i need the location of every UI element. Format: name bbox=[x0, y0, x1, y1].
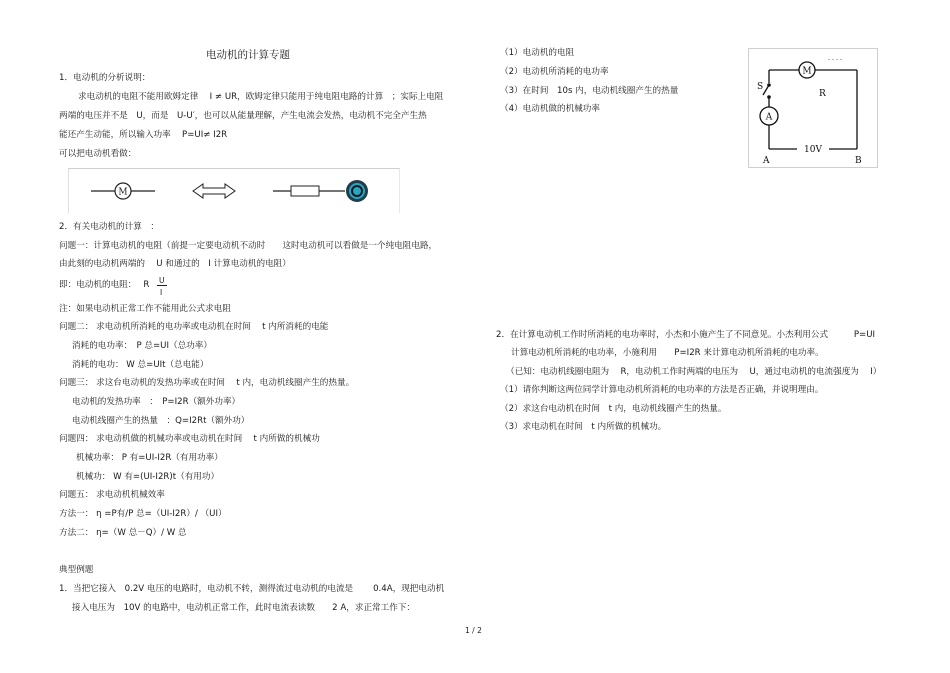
section-2-heading: 2．有关电动机的计算 ： bbox=[59, 222, 159, 232]
motor-label: M bbox=[802, 66, 812, 77]
question-4-power: 机械功率： P 有=UI-I2R（有用功率） bbox=[76, 453, 223, 463]
example-1-item-1: （1）电动机的电阻 bbox=[500, 48, 575, 58]
section-1-line-2: 两端的电压并不是 U，而是 U-U′，也可以从能量理解，产生电流会发热，电动机不完全产生热 bbox=[59, 111, 427, 121]
top-marks: - - - - bbox=[828, 56, 842, 63]
question-4-work: 机械功： W 有=(UI-I2R)t（有用功） bbox=[76, 472, 220, 482]
voltage-label: 10V bbox=[804, 145, 822, 155]
section-1-heading: 1．电动机的分析说明： bbox=[59, 73, 151, 83]
method-2: 方法二： η=（W 总－Q）/ W 总 bbox=[59, 528, 187, 538]
question-3-power: 电动机的发热功率 ： P=I2R（额外功率） bbox=[72, 397, 241, 407]
problem-2-question-1: （1）请你判断这两位同学计算电动机所消耗的电功率的方法是否正确，并说明理由。 bbox=[500, 385, 824, 395]
example-1-line-2: 接入电压为 10V 的电路中，电动机正常工作，此时电流表读数 2 A，求正常工作下： bbox=[72, 603, 416, 613]
question-3-heat: 电动机线圈产生的热量 ：Q=I2Rt（额外功） bbox=[72, 416, 250, 426]
fraction-bar bbox=[157, 285, 167, 286]
circuit-svg bbox=[749, 49, 877, 167]
section-1-line-3: 能还产生动能，所以输入功率 P=UI≠ I2R bbox=[59, 130, 228, 140]
motor-equivalent-diagram bbox=[69, 169, 399, 213]
problem-2-line-2: 计算电动机所消耗的电功率，小施利用 P=I2R 来计算电动机所消耗的电功率。 bbox=[511, 348, 824, 358]
problem-2-line-3: （已知：电动机线圈电阻为 R，电动机工作时两端的电压为 U，通过电动机的电流强度为 I） bbox=[506, 367, 882, 377]
note-line: 注：如果电动机正常工作不能用此公式求电阻 bbox=[59, 304, 231, 314]
motor-equivalent-figure bbox=[68, 168, 400, 213]
problem-2-question-3: （3）求电动机在时间 t 内所做的机械功。 bbox=[500, 422, 667, 432]
question-1-line-1: 问题一：计算电动机的电阻（前提一定要电动机不动时 这时电动机可以看做是一个纯电阻电路， bbox=[59, 241, 438, 251]
section-1-line-4: 可以把电动机看做： bbox=[59, 149, 137, 159]
question-3-heading: 问题三： 求这台电动机的发热功率或在时间 t 内，电动机线圈产生的热量。 bbox=[59, 378, 355, 388]
resistor-symbol bbox=[291, 186, 319, 196]
method-1: 方法一： η =P有/P 总=（UI-I2R）/ （UI） bbox=[59, 509, 227, 519]
example-1-line-1: 1．当把它接入 0.2V 电压的电路时，电动机不转，测得流过电动机的电流是 0.4A，现把电动机 bbox=[59, 584, 445, 594]
resistor-label: R bbox=[819, 89, 826, 99]
motor-symbol-label: M bbox=[118, 187, 128, 198]
circuit-diagram bbox=[748, 48, 878, 168]
question-1-line-3: 即：电动机的电阻： R bbox=[59, 280, 150, 290]
question-2-power: 消耗的电功率： P 总=UI（总功率） bbox=[72, 341, 212, 351]
question-4-heading: 问题四： 求电动机做的机械功率或电动机在时间 t 内所做的机械功 bbox=[59, 434, 320, 444]
switch-symbol bbox=[763, 85, 769, 95]
switch-label: S bbox=[757, 82, 764, 92]
example-1-item-2: （2）电动机所消耗的电功率 bbox=[500, 67, 609, 77]
terminal-b-label: B bbox=[855, 156, 862, 166]
question-1-line-2: 由此刻的电动机两端的 U 和通过的 I 计算电动机的电阻） bbox=[59, 259, 291, 269]
example-1-item-3: （3）在时间 10s 内，电动机线圈产生的热量 bbox=[500, 86, 679, 96]
examples-heading: 典型例题 bbox=[59, 565, 94, 575]
double-arrow-icon bbox=[193, 184, 235, 198]
question-5-heading: 问题五： 求电动机机械效率 bbox=[59, 490, 165, 500]
fraction-denominator: I bbox=[160, 288, 163, 297]
fraction-numerator: U bbox=[159, 276, 165, 285]
page-number: 1 / 2 bbox=[465, 626, 482, 635]
question-2-energy: 消耗的电功： W 总=UIt（总电能） bbox=[72, 360, 209, 370]
problem-2-question-2: （2）求这台电动机在时间 t 内，电动机线圈产生的热量。 bbox=[500, 404, 727, 414]
section-1-line-1: 求电动机的电阻不能用欧姆定律 I ≠ UR，欧姆定律只能用于纯电阻电路的计算 ；实际上电阻 bbox=[78, 92, 444, 102]
terminal-a-label: A bbox=[763, 156, 770, 166]
ammeter-label: A bbox=[765, 112, 773, 123]
example-1-item-4: （4）电动机做的机械功率 bbox=[500, 104, 600, 114]
page-title: 电动机的计算专题 bbox=[206, 49, 290, 61]
problem-2-line-1: 2．在计算电动机工作时所消耗的电功率时，小杰和小施产生了不同意见。小杰利用公式 P=UI bbox=[496, 330, 876, 340]
question-2-heading: 问题二： 求电动机所消耗的电功率或电动机在时间 t 内所消耗的电能 bbox=[59, 322, 329, 332]
